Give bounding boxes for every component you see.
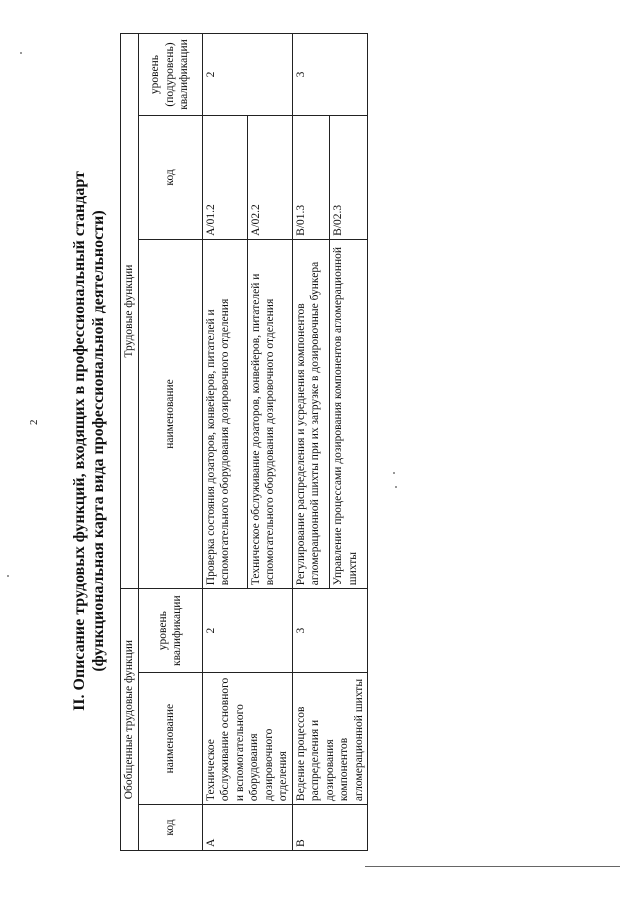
- column-header-code: код: [138, 805, 202, 851]
- gtf-code: B: [292, 805, 368, 851]
- gtf-level: 2: [202, 589, 292, 673]
- gtf-level: 3: [292, 589, 368, 673]
- title-line-1: II. Описание трудовых функций, входящих в профессиональный стандарт: [71, 171, 88, 711]
- functional-map-table: [120, 33, 368, 851]
- group-header-labor: Трудовые функции: [121, 34, 139, 589]
- column-header-name: наименование: [138, 673, 202, 805]
- column-header-tf-code: код: [138, 116, 202, 240]
- group-header-generalized: Обобщенные трудовые функции: [121, 589, 139, 851]
- scan-edge-mark: [365, 866, 620, 867]
- scan-speck: [7, 575, 9, 577]
- scan-speck: [393, 472, 395, 474]
- tf-name: Техническое обслуживание дозаторов, конвейеров, питателей и вспомогательного оборудования дозировочного отделения: [247, 239, 292, 588]
- gtf-code: A: [202, 805, 292, 851]
- table-row: [202, 34, 247, 851]
- tf-code: B/01.3: [292, 116, 330, 240]
- gtf-name: Техническое обслуживание основного и вспомогательного оборудования дозировочного отделения: [202, 673, 292, 805]
- tf-name: Регулирование распределения и усреднения компонентов агломерационной шихты при их загрузке в дозировочные бункера: [292, 239, 330, 588]
- tf-name: Проверка состояния дозаторов, конвейеров, питателей и вспомогательного оборудования дозировочного отделения: [202, 239, 247, 588]
- rotated-sheet: [70, 27, 640, 855]
- tf-code: A/02.2: [247, 116, 292, 240]
- tf-level: 2: [202, 34, 292, 116]
- column-header-sublevel: уровень (подуровень) квалификации: [138, 34, 202, 116]
- table-group-header-row: [121, 34, 139, 851]
- tf-code: A/01.2: [202, 116, 247, 240]
- tf-level: 3: [292, 34, 368, 116]
- scan-speck: [395, 486, 397, 488]
- page-number: 2: [28, 419, 40, 425]
- gtf-name: Ведение процессов распределения и дозирования компонентов агломерационной шихты: [292, 673, 368, 805]
- scan-speck: [20, 52, 22, 54]
- table-column-header-row: [138, 34, 202, 851]
- tf-name: Управление процессами дозирования компонентов агломерационной шихты: [330, 239, 368, 588]
- table-row: [292, 34, 330, 851]
- column-header-level: уровень квалификации: [138, 589, 202, 673]
- title-line-2: (функциональная карта вида профессиональной деятельности): [90, 210, 107, 672]
- page-title: [70, 27, 108, 855]
- tf-code: B/02.3: [330, 116, 368, 240]
- column-header-tf-name: наименование: [138, 239, 202, 588]
